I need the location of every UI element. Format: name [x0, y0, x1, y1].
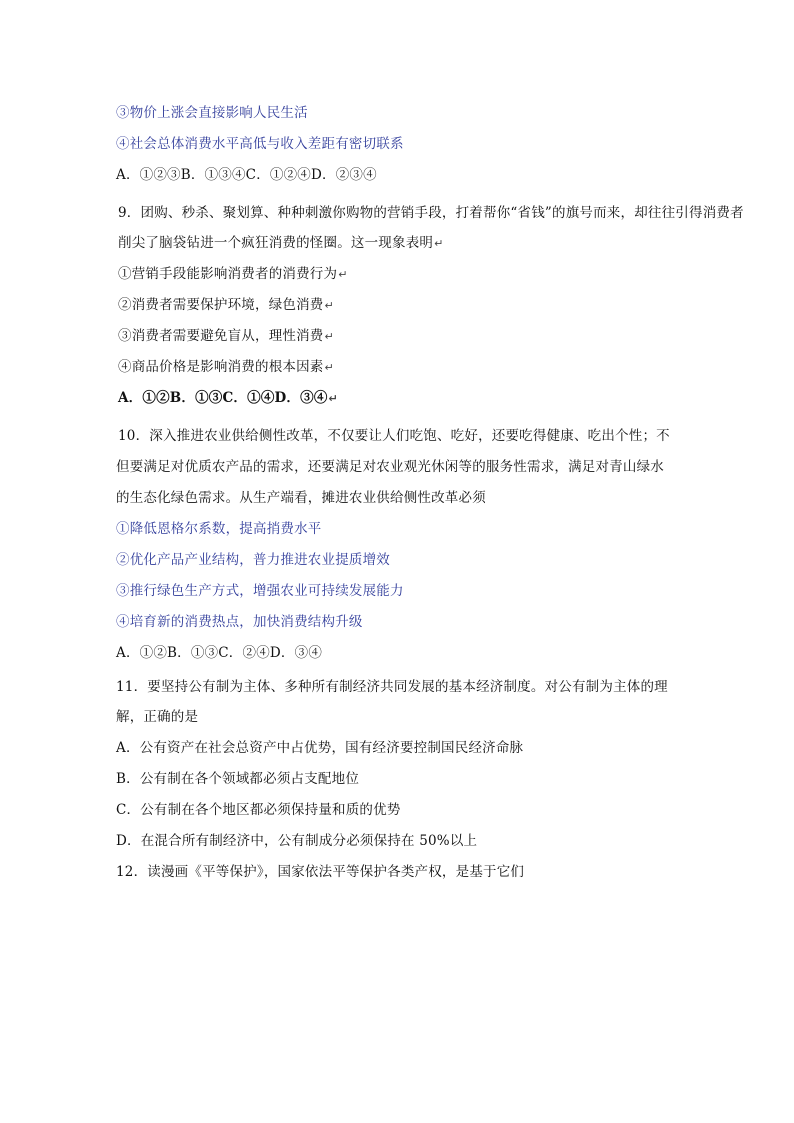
q9-stem-line-2 — [118, 234, 444, 253]
q9-option-2-text: ②消费者需要保护环境，绿色消费 — [118, 297, 324, 313]
q9-option-1 — [118, 265, 348, 284]
q11-stem-line-1: 11．要坚持公有制为主体、多种所有制经济共同发展的基本经济制度。对公有制为主体的理 — [116, 679, 668, 695]
q10-option-2: ②优化产品产业结构，普力推进农业提质增效 — [116, 552, 390, 568]
q9-option-4-text: ④商品价格是影响消费的根本因素 — [118, 359, 324, 375]
q9-option-4 — [118, 358, 334, 377]
q9-answer-choices — [118, 389, 338, 408]
paragraph-mark-icon: ↵ — [328, 392, 338, 405]
q11-option-b: B．公有制在各个领域都必须占支配地位 — [116, 771, 360, 787]
q8-option-4: ④社会总体消费水平高低与收入差距有密切联系 — [116, 136, 404, 152]
paragraph-mark-icon: ↵ — [338, 268, 348, 281]
q11-option-c: C．公有制在各个地区都必须保持量和质的优势 — [116, 802, 401, 818]
q9-option-3-text: ③消费者需要避免盲从，理性消费 — [118, 328, 324, 344]
q11-option-d: D．在混合所有制经济中，公有制成分必须保持在 50%以上 — [116, 833, 478, 849]
q9-option-2 — [118, 296, 334, 315]
q10-answer-choices: A．①②B．①③C．②④D．③④ — [116, 645, 323, 661]
q12-stem-line-1: 12．读漫画《平等保护》，国家依法平等保护各类产权，是基于它们 — [116, 864, 525, 880]
q11-option-a: A．公有资产在社会总资产中占优势，国有经济要控制国民经济命脉 — [116, 740, 524, 756]
q9-stem-line-2-text: 削尖了脑袋钻进一个疯狂消费的怪圈。这一现象表明 — [118, 235, 434, 251]
q10-stem-line-2: 但要满足对优质农产品的需求，还要满足对农业观光休闲等的服务性需求，满足对青山绿水 — [116, 459, 664, 475]
q10-stem-line-1: 10．深入推进农业供给侧性改革，不仅要让人们吃饱、吃好，还要吃得健康、吃出个性；不 — [118, 428, 670, 444]
q9-option-1-text: ①营销手段能影响消费者的消费行为 — [118, 266, 338, 282]
q9-option-3 — [118, 327, 334, 346]
q9-stem-line-1: 9．团购、秒杀、聚划算、种种刺激你购物的营销手段，打着帮你“省钱”的旗号而来，却往往引得消费者 — [118, 205, 744, 221]
paragraph-mark-icon: ↵ — [324, 361, 334, 374]
q9-answer-choices-text: A．①②B．①③C．①④D．③④ — [118, 390, 328, 406]
paragraph-mark-icon: ↵ — [324, 330, 334, 343]
paragraph-mark-icon: ↵ — [324, 299, 334, 312]
q8-answer-choices: A．①②③B．①③④C．①②④D．②③④ — [116, 167, 377, 183]
q10-option-3: ③推行绿色生产方式，增强农业可持续发展能力 — [116, 583, 404, 599]
q10-stem-line-3: 的生态化绿色需求。从生产端看，摊进农业供给侧性改革必须 — [116, 490, 486, 506]
q10-option-4: ④培育新的消费热点，加快消费结构升级 — [116, 614, 363, 630]
q8-option-3: ③物价上涨会直接影响人民生活 — [116, 105, 308, 121]
q11-stem-line-2: 解，正确的是 — [116, 709, 199, 725]
paragraph-mark-icon: ↵ — [434, 237, 444, 250]
q10-option-1: ①降低恩格尔系数，提高捎费水平 — [116, 521, 322, 537]
